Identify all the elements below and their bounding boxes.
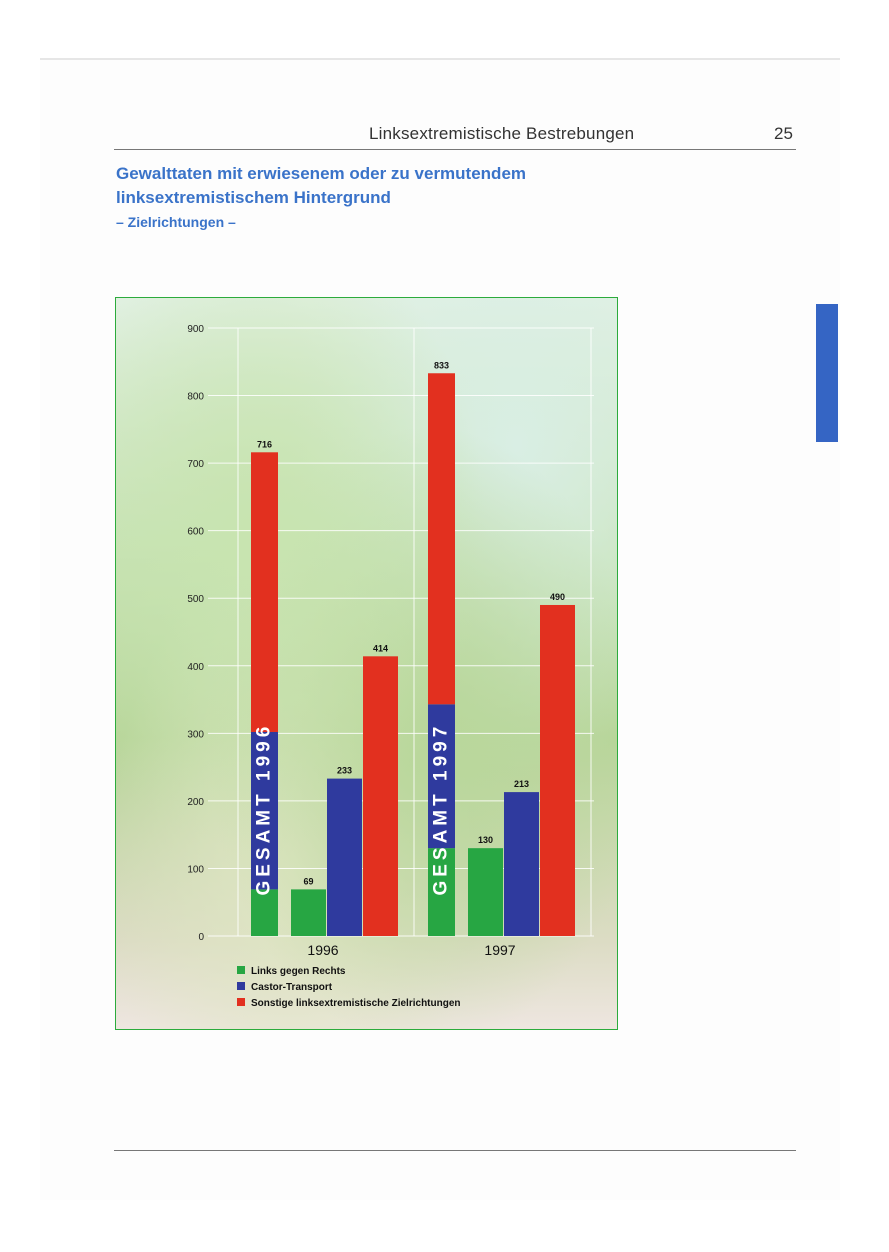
chapter-tab-marker: [816, 304, 838, 442]
footer-divider: [114, 1150, 796, 1151]
y-tick-label: 200: [187, 796, 204, 808]
y-tick-label: 400: [187, 661, 204, 673]
chart-canvas: [116, 298, 618, 1030]
y-tick-label: 500: [187, 594, 204, 606]
total-value-label: 833: [433, 360, 450, 371]
y-tick-label: 100: [187, 864, 204, 876]
legend-label: Castor-Transport: [251, 982, 333, 993]
total-bar-label: GESAMT 1996: [253, 722, 275, 896]
bar-2: [504, 792, 539, 936]
legend-label: Links gegen Rechts: [251, 966, 346, 977]
bar-3: [540, 605, 575, 936]
legend-label: Sonstige linksextremistische Zielrichtungen: [251, 998, 461, 1009]
y-tick-label: 900: [187, 324, 204, 335]
total-bar-label: GESAMT 1997: [430, 722, 452, 896]
y-tick-label: 800: [187, 391, 204, 403]
data-label: 490: [549, 591, 566, 602]
header-divider: [114, 149, 796, 150]
chart-subtitle: – Zielrichtungen –: [116, 214, 236, 230]
data-label: 414: [372, 643, 389, 654]
bar-2: [327, 779, 362, 936]
bar-1: [468, 848, 503, 936]
running-header-title: Linksextremistische Bestrebungen: [369, 124, 635, 143]
data-label: 213: [513, 779, 530, 790]
page-number: 25: [774, 124, 793, 143]
data-label: 130: [477, 835, 494, 846]
chart-title-line-2: linksextremistischem Hintergrund: [116, 188, 391, 207]
legend-swatch: [237, 998, 245, 1006]
bar-3: [363, 656, 398, 936]
data-label: 233: [336, 765, 353, 776]
chart-title-line-1: Gewalttaten mit erwiesenem oder zu vermutendem: [116, 164, 527, 183]
legend-swatch: [237, 982, 245, 990]
y-tick-label: 600: [187, 526, 204, 538]
y-tick-label: 300: [187, 729, 204, 741]
bar-1: [291, 889, 326, 936]
y-tick-label: 0: [198, 932, 204, 943]
x-category-label: 1997: [484, 942, 516, 958]
total-bar-segment-3: [428, 373, 455, 704]
total-bar-segment-3: [251, 452, 278, 732]
data-label: 69: [303, 876, 314, 887]
x-category-label: 1996: [307, 942, 339, 958]
y-tick-label: 700: [187, 459, 204, 471]
total-value-label: 716: [256, 439, 273, 450]
chart-frame: [115, 297, 618, 1030]
legend-swatch: [237, 966, 245, 974]
